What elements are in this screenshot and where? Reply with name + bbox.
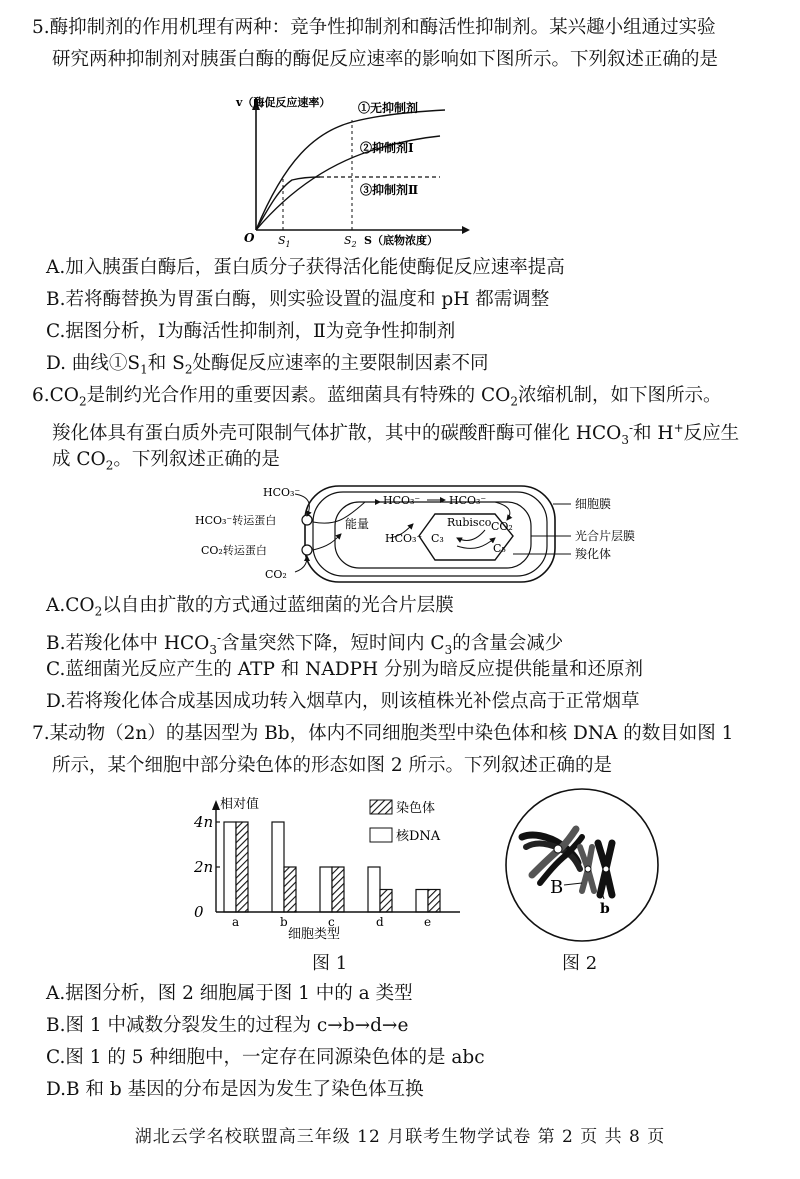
bar-dna [224,822,236,912]
bar-chromosome [428,890,440,913]
q6-fig-co2-outside: CO₂ [265,568,287,581]
q7-stem-line2: 所示，某个细胞中部分染色体的形态如图 2 所示。下列叙述正确的是 [52,755,613,776]
q6-fig-carboxysome-label: 羧化体 [575,547,612,561]
q5-fig-s1: $S_1$ [278,234,291,249]
bar-dna [416,890,428,913]
q5-fig-origin: O [244,231,255,245]
q6-fig-c5: C₅ [493,542,506,555]
x-tick-label: d [376,915,384,929]
q6-fig-cell-membrane-label: 细胞膜 [575,497,612,511]
q6-option-c: C.蓝细菌光反应产生的 ATP 和 NADPH 分别为暗反应提供能量和还原剂 [46,659,643,680]
q6-fig-thylakoid-label: 光合片层膜 [575,529,636,543]
q7-stem-line1: 7.某动物（2n）的基因型为 Bb，体内不同细胞类型中染色体和核 DNA 的数目如图 1 [32,723,734,744]
q5-option-c: C.据图分析，Ⅰ为酶活性抑制剂，Ⅱ为竞争性抑制剂 [46,321,456,342]
bar-chromosome [284,867,296,912]
q6-option-d: D.若将羧化体合成基因成功转入烟草内，则该植株光补偿点高于正常烟草 [46,691,640,712]
q7-gene-B-label: B [550,877,564,898]
q6-fig-hco3-inner1: HCO₃⁻ [383,494,421,507]
q6-fig-hco3-outside: HCO₃⁻ [263,486,301,499]
q6-stem-line2: 羧化体具有蛋白质外壳可限制气体扩散，其中的碳酸酐酶可催化 $HCO_3^-$和 H+反应生 [52,421,740,447]
q5-fig-curve1-label: ①无抑制剂 [358,101,419,115]
y-tick-label: 2n [194,858,214,876]
legend-label-dna: 核DNA [396,829,441,844]
q6-fig-co2-inside: CO₂ [491,520,513,533]
q5-enzyme-rate-figure [230,90,470,250]
bar-dna [272,822,284,912]
q7-figure1-caption: 图 1 [312,953,348,974]
x-tick-label: e [424,915,432,929]
q7-chart-ylabel: 相对值 [220,797,260,812]
q5-option-d: D. 曲线$①S_1$和 $S_2$处酶促反应速率的主要限制因素不同 [46,353,489,377]
q6-fig-hco3-inner2: HCO₃⁻ [449,494,487,507]
bar-chromosome [236,822,248,912]
legend-swatch-chromosome [370,800,392,814]
q6-stem-line1: $6.CO_2$是制约光合作用的重要因素。蓝细菌具有特殊的 $CO_2$浓缩机制，如下图所示。 [32,385,722,409]
q6-fig-hco3-middle: HCO₃⁻ [385,532,423,545]
bar-chromosome [332,867,344,912]
legend-label-chromosome: 染色体 [396,801,436,816]
x-tick-label: a [232,915,240,929]
q6-option-b: B.若羧化体中 $HCO_3^-$含量突然下降，短时间内 $C_3$的含量会减少 [46,631,564,657]
bar-chromosome [380,890,392,913]
q7-chart-xlabel: 细胞类型 [288,927,341,942]
q6-fig-rubisco: Rubisco [447,516,492,529]
q6-fig-c3: C₃ [431,532,444,545]
q7-figure2-caption: 图 2 [562,953,598,974]
q7-gene-b-label: b [600,901,610,917]
q5-fig-ylabel: v（酶促反应速率） [236,96,331,109]
q5-stem-line1: 5.酶抑制剂的作用机理有两种：竞争性抑制剂和酶活性抑制剂。某兴趣小组通过实验 [32,17,716,38]
page-footer: 湖北云学名校联盟高三年级 12 月联考生物学试卷 第 2 页 共 8 页 [134,1127,666,1147]
y-tick-label: 0 [194,903,204,921]
q5-stem-line2: 研究两种抑制剂对胰蛋白酶的酶促反应速率的影响如下图所示。下列叙述正确的是 [52,49,719,70]
legend-swatch-dna [370,828,392,842]
q6-fig-energy: 能量 [345,517,370,531]
q6-fig-hco3-transporter: HCO₃⁻转运蛋白 [195,514,277,527]
q7-option-b: B.图 1 中减数分裂发生的过程为 c→b→d→e [46,1015,409,1036]
x-tick-label: c [328,915,335,929]
q5-option-b: B.若将酶替换为胃蛋白酶，则实验设置的温度和 pH 都需调整 [46,289,550,310]
q5-fig-curve2-label: ②抑制剂Ⅰ [360,141,414,155]
q6-option-a: $A.CO_2$以自由扩散的方式通过蓝细菌的光合片层膜 [46,595,454,619]
q7-figure2-cell [492,785,672,950]
q7-option-c: C.图 1 的 5 种细胞中，一定存在同源染色体的是 abc [46,1047,485,1068]
q5-fig-s2: $S_2$ [344,234,357,249]
x-tick-label: b [280,915,288,929]
q5-option-a: A.加入胰蛋白酶后，蛋白质分子获得活化能使酶促反应速率提高 [46,257,565,278]
y-axis-arrow-icon [212,800,220,810]
q5-fig-xlabel: S（底物浓度） [364,234,438,247]
bar-dna [320,867,332,912]
bar-dna [368,867,380,912]
q7-option-a: A.据图分析，图 2 细胞属于图 1 中的 a 类型 [46,983,413,1004]
q6-fig-co2-transporter: CO₂转运蛋白 [201,544,267,557]
q6-cyanobacteria-figure [195,480,645,590]
q7-figure1-bar-chart [180,792,480,952]
y-tick-label: 4n [194,813,214,831]
q5-fig-curve3-label: ③抑制剂Ⅱ [360,183,419,197]
q7-option-d: D.B 和 b 基因的分布是因为发生了染色体互换 [46,1079,424,1100]
q6-stem-line3: 成 $CO_2$。下列叙述正确的是 [52,449,280,473]
